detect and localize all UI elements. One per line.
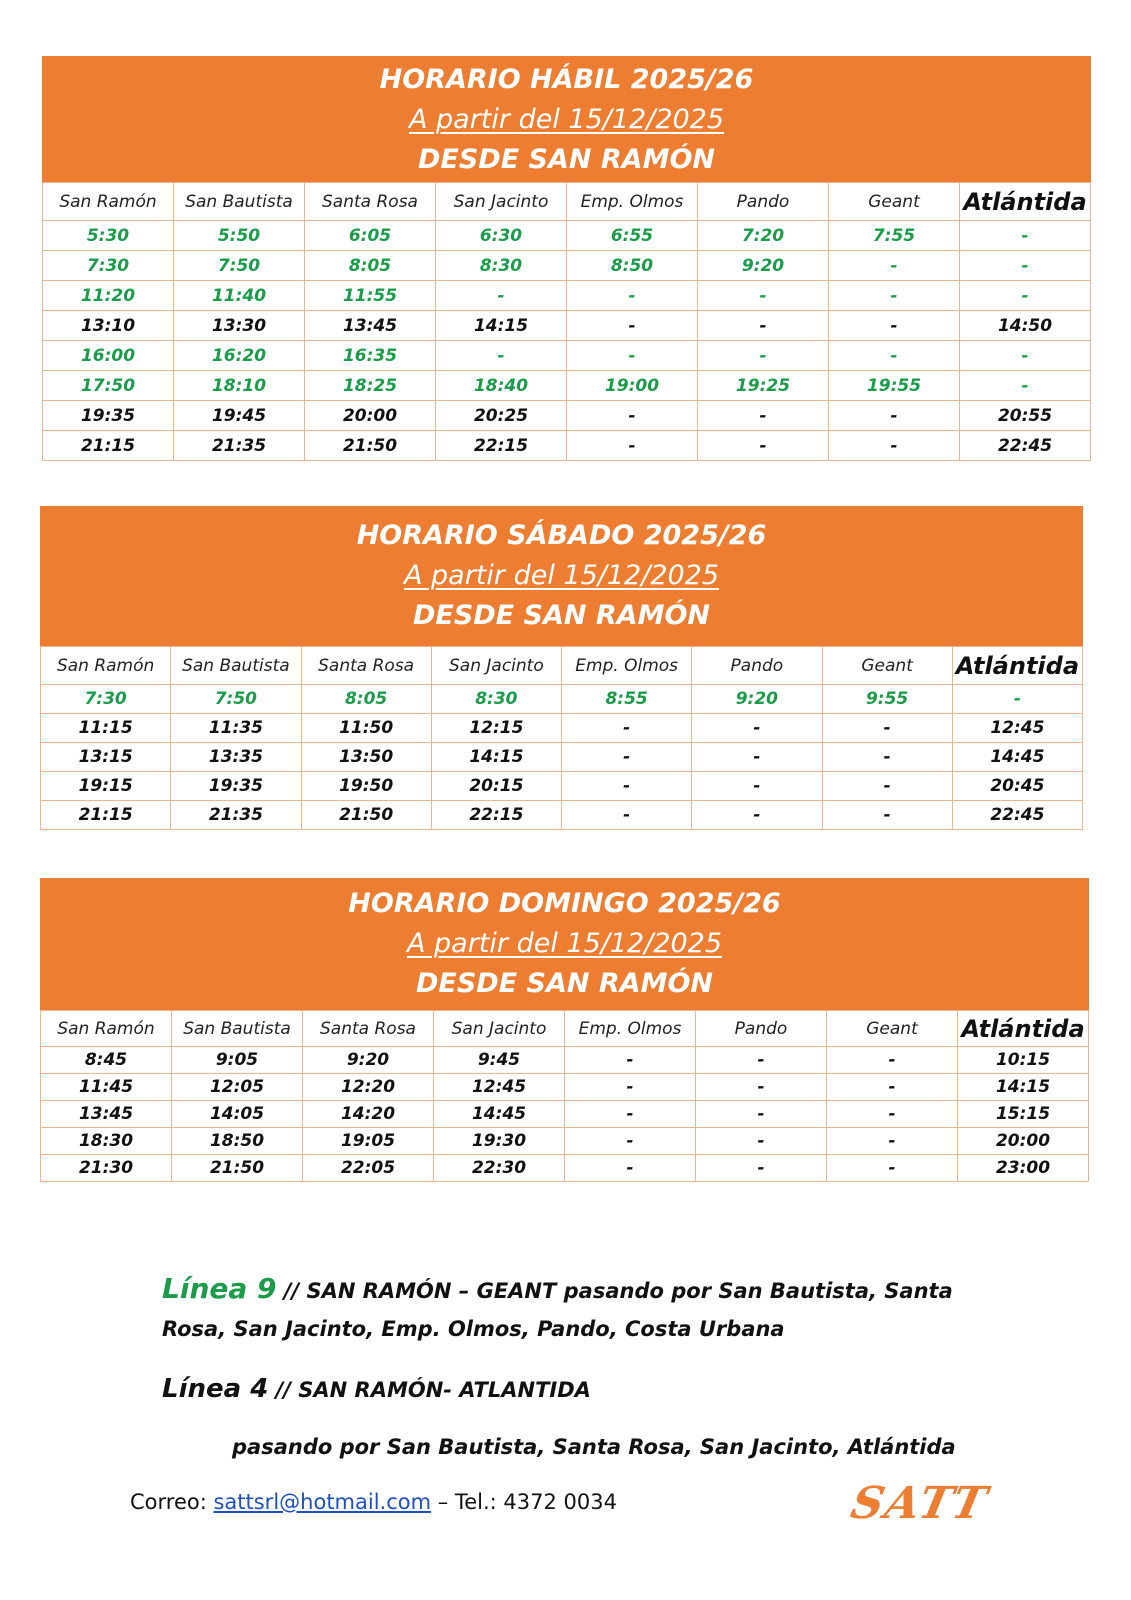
column-header: San Ramón xyxy=(43,183,174,221)
time-cell: 11:50 xyxy=(301,714,431,743)
time-cell: - xyxy=(692,714,822,743)
time-cell: 19:35 xyxy=(171,772,301,801)
time-cell: 6:55 xyxy=(567,221,698,251)
table-row xyxy=(43,311,1091,341)
time-cell: 13:35 xyxy=(171,743,301,772)
schedule-subtitle: A partir del 15/12/2025 xyxy=(408,104,725,135)
time-cell: 14:20 xyxy=(303,1101,434,1128)
schedule-table xyxy=(40,646,1083,830)
time-cell: 6:05 xyxy=(305,221,436,251)
table-row xyxy=(43,221,1091,251)
time-cell: 14:15 xyxy=(431,743,561,772)
time-cell: - xyxy=(565,1074,696,1101)
satt-logo: SATT xyxy=(846,1478,993,1529)
table-row xyxy=(43,281,1091,311)
time-cell: - xyxy=(829,431,960,461)
time-cell: - xyxy=(565,1128,696,1155)
schedule-subtitle: A partir del 15/12/2025 xyxy=(406,928,723,959)
time-cell: 21:15 xyxy=(41,801,171,830)
time-cell: - xyxy=(562,743,692,772)
time-cell: - xyxy=(960,371,1091,401)
time-cell: - xyxy=(960,281,1091,311)
time-cell: 12:45 xyxy=(434,1074,565,1101)
table-row xyxy=(41,714,1083,743)
time-cell: 19:30 xyxy=(434,1128,565,1155)
time-cell: 14:15 xyxy=(958,1074,1089,1101)
time-cell: 14:45 xyxy=(952,743,1082,772)
time-cell: 22:45 xyxy=(952,801,1082,830)
schedule-title: HORARIO SÁBADO 2025/26 xyxy=(356,520,767,551)
contact-label: Correo: xyxy=(130,1490,214,1514)
time-cell: 20:45 xyxy=(952,772,1082,801)
time-cell: 17:50 xyxy=(43,371,174,401)
time-cell: 11:20 xyxy=(43,281,174,311)
line-9-route: // SAN RAMÓN – GEANT pasando por San Bautista, Santa xyxy=(276,1279,953,1303)
time-cell: 9:20 xyxy=(303,1047,434,1074)
time-cell: - xyxy=(565,1155,696,1182)
column-header: San Jacinto xyxy=(436,183,567,221)
column-header: Geant xyxy=(827,1011,958,1047)
time-cell: 19:45 xyxy=(174,401,305,431)
time-cell: - xyxy=(698,281,829,311)
time-cell: - xyxy=(822,714,952,743)
column-header: San Ramón xyxy=(41,647,171,685)
time-cell: - xyxy=(692,772,822,801)
column-header: Santa Rosa xyxy=(301,647,431,685)
time-cell: - xyxy=(698,401,829,431)
time-cell: 11:40 xyxy=(174,281,305,311)
time-cell: 23:00 xyxy=(958,1155,1089,1182)
time-cell: 8:05 xyxy=(301,685,431,714)
time-cell: 22:30 xyxy=(434,1155,565,1182)
time-cell: - xyxy=(960,251,1091,281)
time-cell: 18:50 xyxy=(172,1128,303,1155)
time-cell: - xyxy=(952,685,1082,714)
time-cell: - xyxy=(567,341,698,371)
table-row xyxy=(43,341,1091,371)
time-cell: 12:15 xyxy=(431,714,561,743)
time-cell: 8:55 xyxy=(562,685,692,714)
column-header: Emp. Olmos xyxy=(562,647,692,685)
time-cell: 7:20 xyxy=(698,221,829,251)
table-row xyxy=(43,401,1091,431)
time-cell: - xyxy=(696,1047,827,1074)
time-cell: 19:50 xyxy=(301,772,431,801)
time-cell: 9:20 xyxy=(698,251,829,281)
time-cell: 20:00 xyxy=(958,1128,1089,1155)
column-header: Emp. Olmos xyxy=(567,183,698,221)
time-cell: 20:55 xyxy=(960,401,1091,431)
column-header: Pando xyxy=(696,1011,827,1047)
time-cell: 12:20 xyxy=(303,1074,434,1101)
time-cell: 18:10 xyxy=(174,371,305,401)
time-cell: 8:30 xyxy=(431,685,561,714)
time-cell: 14:50 xyxy=(960,311,1091,341)
time-cell: 20:25 xyxy=(436,401,567,431)
time-cell: 19:25 xyxy=(698,371,829,401)
time-cell: - xyxy=(829,251,960,281)
time-cell: 21:35 xyxy=(174,431,305,461)
schedule-table xyxy=(40,1010,1089,1182)
time-cell: 21:50 xyxy=(301,801,431,830)
column-header: Geant xyxy=(829,183,960,221)
schedule-subtitle: A partir del 15/12/2025 xyxy=(403,560,720,591)
time-cell: - xyxy=(436,281,567,311)
time-cell: 16:00 xyxy=(43,341,174,371)
time-cell: 20:00 xyxy=(305,401,436,431)
time-cell: 7:55 xyxy=(829,221,960,251)
time-cell: 11:35 xyxy=(171,714,301,743)
time-cell: - xyxy=(822,801,952,830)
column-header: San Ramón xyxy=(41,1011,172,1047)
column-header: San Bautista xyxy=(171,647,301,685)
table-row xyxy=(41,1155,1089,1182)
time-cell: 20:15 xyxy=(431,772,561,801)
line-4-via: pasando por San Bautista, Santa Rosa, San Jacinto, Atlántida xyxy=(232,1435,956,1459)
time-cell: 7:50 xyxy=(171,685,301,714)
time-cell: 13:45 xyxy=(41,1101,172,1128)
table-row xyxy=(41,801,1083,830)
line-9-route-cont: Rosa, San Jacinto, Emp. Olmos, Pando, Costa Urbana xyxy=(162,1317,785,1341)
time-cell: - xyxy=(827,1074,958,1101)
time-cell: - xyxy=(562,772,692,801)
time-cell: 11:15 xyxy=(41,714,171,743)
time-cell: - xyxy=(567,431,698,461)
time-cell: 19:15 xyxy=(41,772,171,801)
line-9-label: Línea 9 xyxy=(162,1272,277,1305)
schedule-title: HORARIO HÁBIL 2025/26 xyxy=(379,64,754,95)
time-cell: - xyxy=(827,1101,958,1128)
column-header: San Jacinto xyxy=(431,647,561,685)
time-cell: - xyxy=(827,1047,958,1074)
time-cell: 19:00 xyxy=(567,371,698,401)
time-cell: - xyxy=(698,311,829,341)
time-cell: 8:30 xyxy=(436,251,567,281)
contact-info xyxy=(130,1490,617,1514)
time-cell: 5:30 xyxy=(43,221,174,251)
time-cell: 21:50 xyxy=(305,431,436,461)
line-4-label: Línea 4 xyxy=(162,1374,269,1404)
time-cell: 14:15 xyxy=(436,311,567,341)
time-cell: 13:15 xyxy=(41,743,171,772)
time-cell: - xyxy=(827,1128,958,1155)
table-row xyxy=(41,685,1083,714)
time-cell: 19:55 xyxy=(829,371,960,401)
column-header: San Bautista xyxy=(172,1011,303,1047)
schedule-title: HORARIO DOMINGO 2025/26 xyxy=(348,888,781,919)
time-cell: 18:30 xyxy=(41,1128,172,1155)
column-header: Pando xyxy=(698,183,829,221)
column-header: Atlántida xyxy=(958,1011,1089,1047)
time-cell: 22:15 xyxy=(431,801,561,830)
time-cell: 7:50 xyxy=(174,251,305,281)
time-cell: - xyxy=(696,1128,827,1155)
time-cell: 12:45 xyxy=(952,714,1082,743)
schedule-saturday xyxy=(40,506,1083,830)
schedule-table xyxy=(42,182,1091,461)
phone-number: – Tel.: 4372 0034 xyxy=(431,1490,617,1514)
column-header: San Jacinto xyxy=(434,1011,565,1047)
email-link[interactable]: sattsrl@hotmail.com xyxy=(213,1490,432,1514)
time-cell: 9:55 xyxy=(822,685,952,714)
table-row xyxy=(41,1074,1089,1101)
time-cell: - xyxy=(829,311,960,341)
schedule-header xyxy=(42,56,1091,182)
time-cell: - xyxy=(692,801,822,830)
time-cell: 7:30 xyxy=(43,251,174,281)
time-cell: - xyxy=(696,1155,827,1182)
time-cell: 19:05 xyxy=(303,1128,434,1155)
column-header: Emp. Olmos xyxy=(565,1011,696,1047)
time-cell: 21:35 xyxy=(171,801,301,830)
column-header: Santa Rosa xyxy=(303,1011,434,1047)
time-cell: 15:15 xyxy=(958,1101,1089,1128)
time-cell: 14:05 xyxy=(172,1101,303,1128)
time-cell: - xyxy=(822,743,952,772)
table-row xyxy=(41,772,1083,801)
table-row xyxy=(41,1128,1089,1155)
time-cell: - xyxy=(829,341,960,371)
time-cell: 13:50 xyxy=(301,743,431,772)
column-header: Atlántida xyxy=(952,647,1082,685)
line-4-route: // SAN RAMÓN- ATLANTIDA xyxy=(268,1378,591,1402)
time-cell: - xyxy=(698,431,829,461)
time-cell: - xyxy=(698,341,829,371)
line-9-info xyxy=(162,1272,953,1305)
time-cell: - xyxy=(696,1101,827,1128)
time-cell: 22:15 xyxy=(436,431,567,461)
time-cell: 8:05 xyxy=(305,251,436,281)
time-cell: 13:45 xyxy=(305,311,436,341)
table-row xyxy=(43,431,1091,461)
time-cell: 16:20 xyxy=(174,341,305,371)
time-cell: 9:45 xyxy=(434,1047,565,1074)
table-row xyxy=(41,1101,1089,1128)
time-cell: - xyxy=(562,801,692,830)
schedule-sunday xyxy=(40,878,1089,1182)
time-cell: 18:25 xyxy=(305,371,436,401)
time-cell: 16:35 xyxy=(305,341,436,371)
table-row xyxy=(43,371,1091,401)
column-header: Geant xyxy=(822,647,952,685)
schedule-header xyxy=(40,878,1089,1010)
time-cell: 9:05 xyxy=(172,1047,303,1074)
time-cell: - xyxy=(567,311,698,341)
time-cell: - xyxy=(562,714,692,743)
time-cell: 21:50 xyxy=(172,1155,303,1182)
schedule-weekday xyxy=(42,56,1091,461)
column-header: Atlántida xyxy=(960,183,1091,221)
time-cell: 13:10 xyxy=(43,311,174,341)
time-cell: - xyxy=(436,341,567,371)
time-cell: 7:30 xyxy=(41,685,171,714)
schedule-origin: DESDE SAN RAMÓN xyxy=(413,600,710,631)
time-cell: 6:30 xyxy=(436,221,567,251)
time-cell: - xyxy=(567,401,698,431)
time-cell: 21:30 xyxy=(41,1155,172,1182)
time-cell: - xyxy=(829,281,960,311)
time-cell: 8:50 xyxy=(567,251,698,281)
schedule-origin: DESDE SAN RAMÓN xyxy=(418,144,715,175)
time-cell: - xyxy=(829,401,960,431)
column-header: Pando xyxy=(692,647,822,685)
time-cell: - xyxy=(567,281,698,311)
schedule-origin: DESDE SAN RAMÓN xyxy=(416,968,713,999)
time-cell: 14:45 xyxy=(434,1101,565,1128)
table-row xyxy=(41,743,1083,772)
time-cell: 18:40 xyxy=(436,371,567,401)
time-cell: 22:45 xyxy=(960,431,1091,461)
time-cell: - xyxy=(692,743,822,772)
line-4-info xyxy=(162,1374,591,1404)
time-cell: - xyxy=(827,1155,958,1182)
time-cell: - xyxy=(565,1101,696,1128)
time-cell: 10:15 xyxy=(958,1047,1089,1074)
time-cell: 11:45 xyxy=(41,1074,172,1101)
schedule-header xyxy=(40,506,1083,646)
time-cell: 9:20 xyxy=(692,685,822,714)
table-row xyxy=(43,251,1091,281)
time-cell: 5:50 xyxy=(174,221,305,251)
time-cell: 8:45 xyxy=(41,1047,172,1074)
time-cell: - xyxy=(696,1074,827,1101)
column-header: San Bautista xyxy=(174,183,305,221)
time-cell: 11:55 xyxy=(305,281,436,311)
time-cell: 22:05 xyxy=(303,1155,434,1182)
table-row xyxy=(41,1047,1089,1074)
time-cell: - xyxy=(565,1047,696,1074)
time-cell: 12:05 xyxy=(172,1074,303,1101)
time-cell: 21:15 xyxy=(43,431,174,461)
time-cell: 19:35 xyxy=(43,401,174,431)
time-cell: - xyxy=(960,221,1091,251)
time-cell: - xyxy=(960,341,1091,371)
column-header: Santa Rosa xyxy=(305,183,436,221)
time-cell: - xyxy=(822,772,952,801)
time-cell: 13:30 xyxy=(174,311,305,341)
